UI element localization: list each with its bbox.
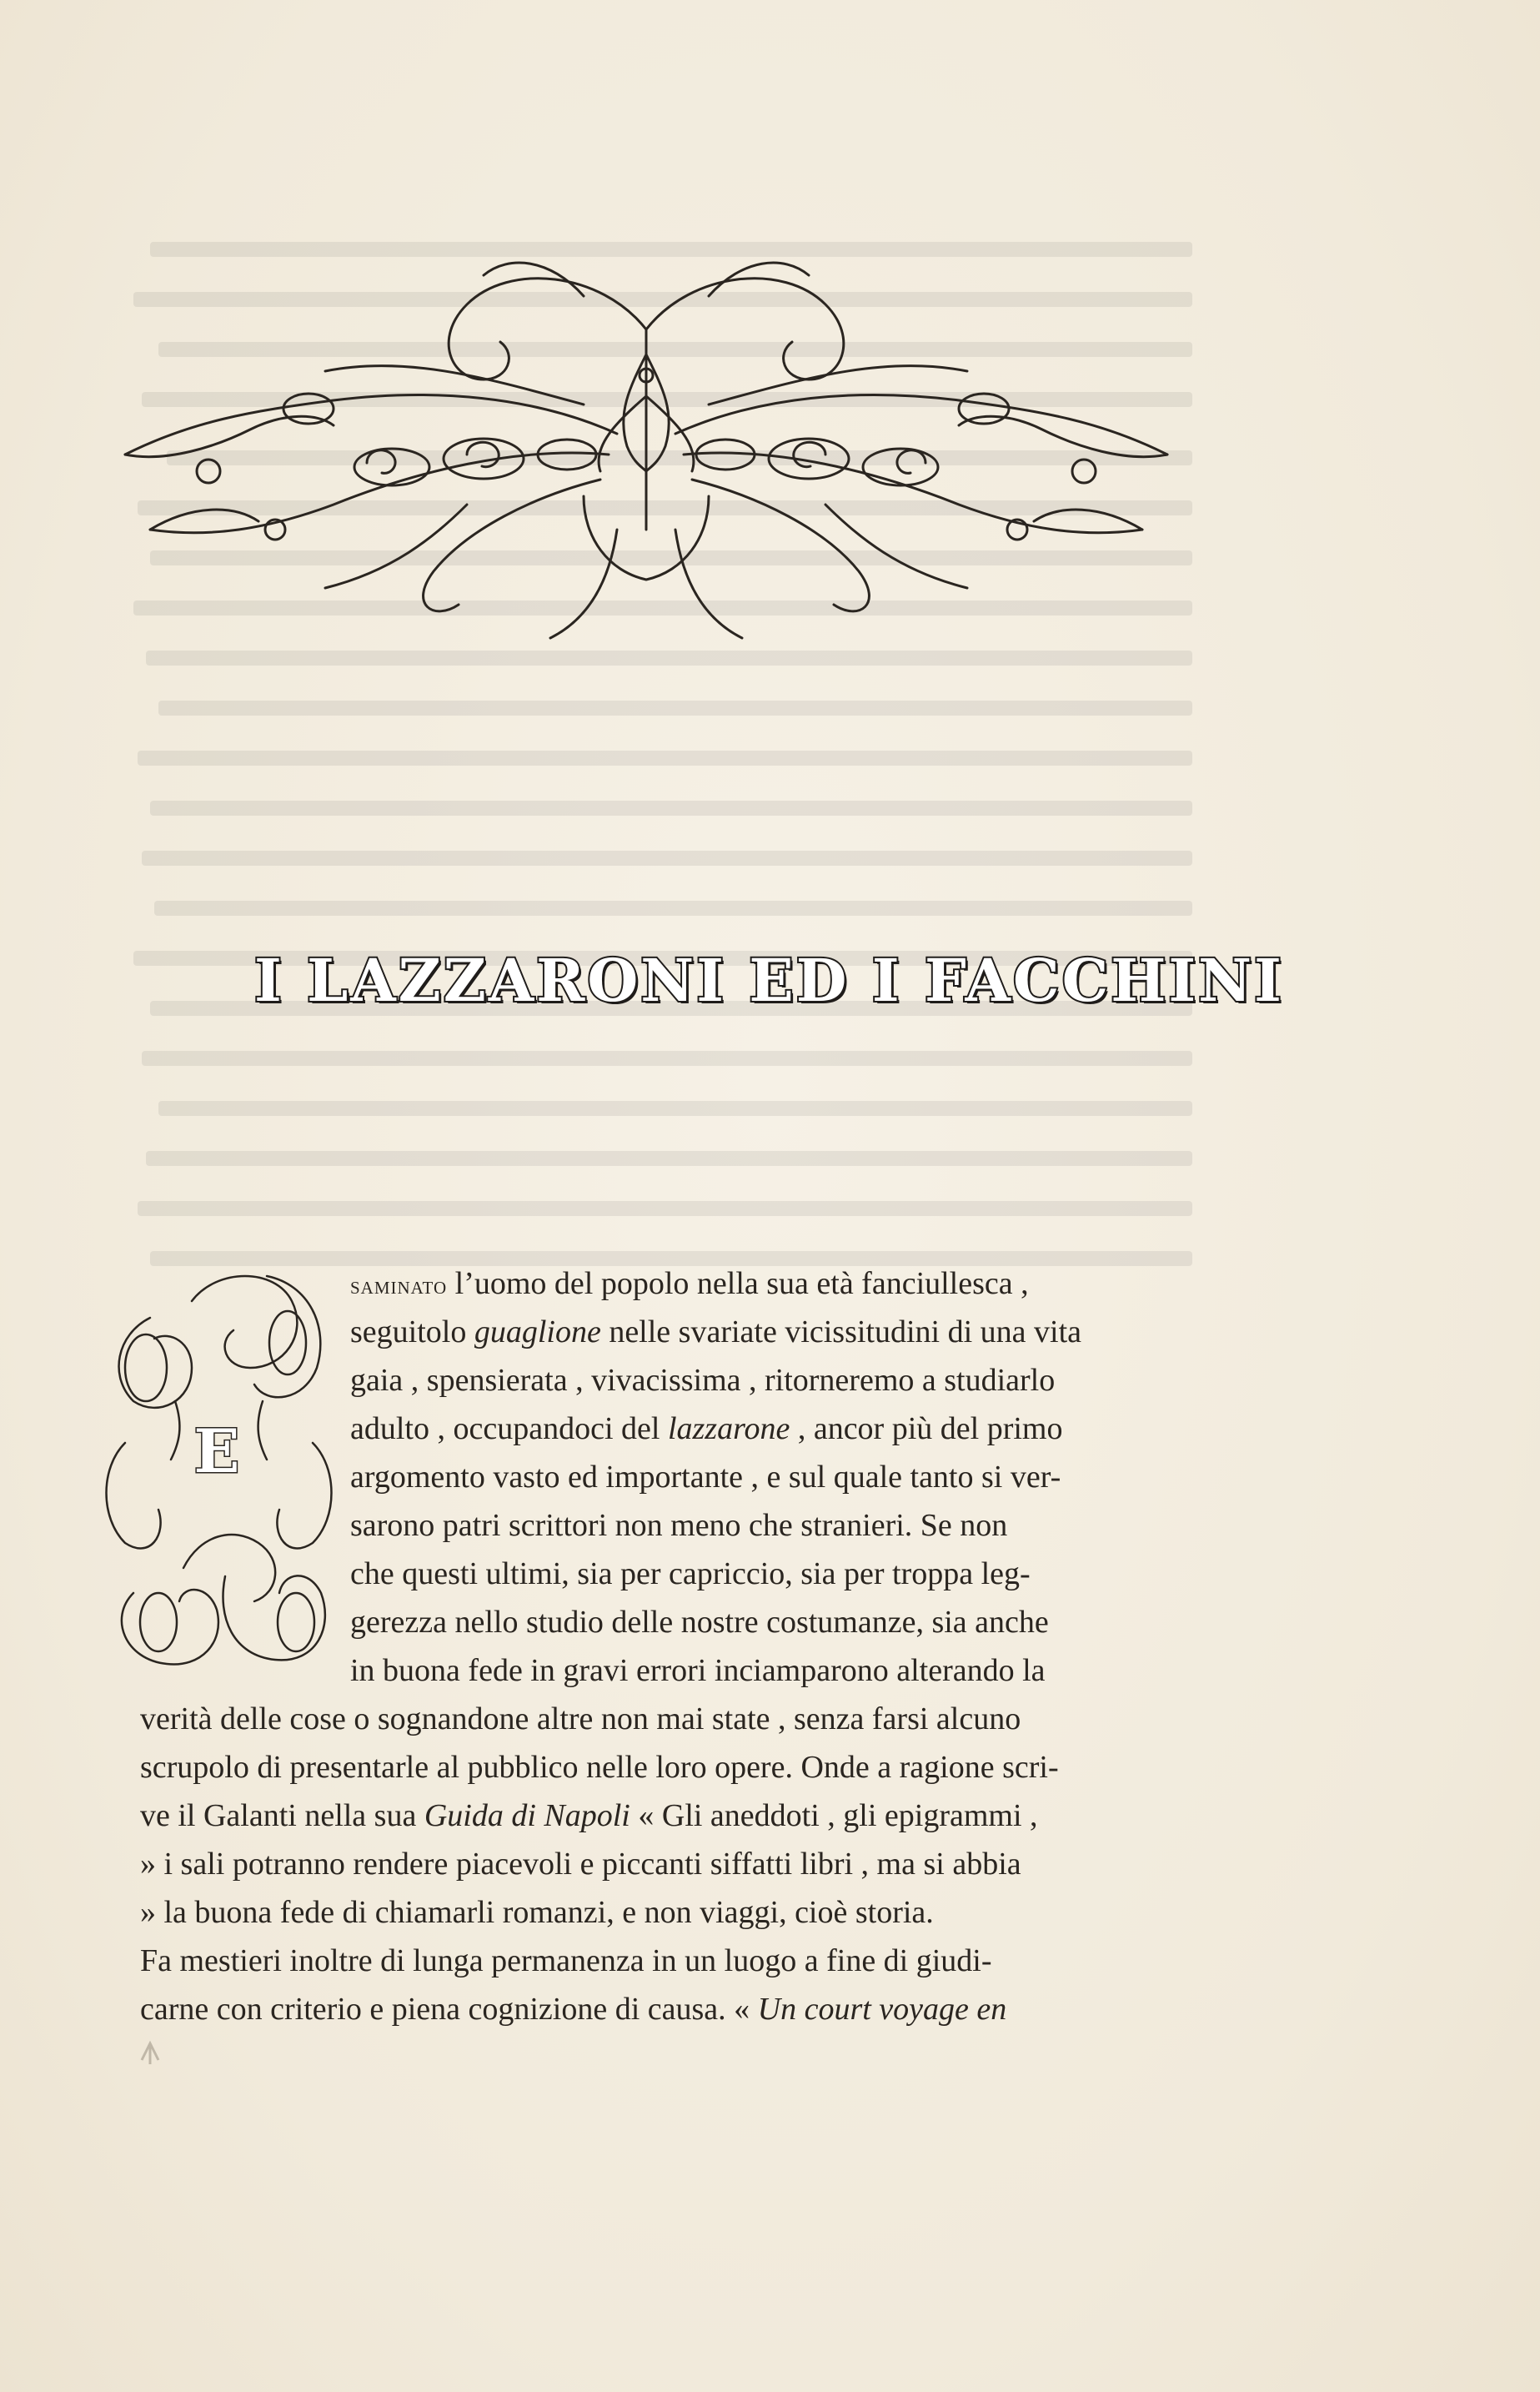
text-run: lazzarone (667, 1411, 790, 1446)
text-run: guaglione (474, 1314, 601, 1349)
body-line (350, 1453, 1184, 1501)
text-run: argomento vasto ed importante , e sul quale tanto si ver- (350, 1460, 1061, 1495)
text-run: che questi ultimi, sia per capriccio, sia per troppa leg- (350, 1556, 1031, 1591)
text-run: Fa mestieri inoltre di lunga permanenza in un luogo a fine di giudi- (140, 1943, 992, 1978)
text-run: ve il Galanti nella sua (140, 1798, 424, 1833)
chapter-title: I LAZZARONI ED I FACCHINI (254, 946, 1284, 1015)
text-run: in buona fede in gravi errori inciamparono alterando la (350, 1653, 1046, 1688)
body-line (140, 1695, 1184, 1743)
text-run: Un court voyage en (757, 1992, 1007, 2027)
initial-letter: E (193, 1415, 240, 1486)
body-line (140, 1985, 1184, 2033)
text-run: carne con criterio e piena cognizione di causa. « (140, 1992, 758, 2027)
text-run: » la buona fede di chiamarli romanzi, e non viaggi, cioè storia. (140, 1895, 934, 1930)
text-run: sarono patri scrittori non meno che stranieri. Se non (350, 1508, 1008, 1543)
body-line (140, 1888, 1184, 1937)
body-line (350, 1259, 1184, 1310)
ornamental-scroll-headpiece-icon (117, 254, 1176, 646)
text-run: nelle svariate vicissitudini di una vita (600, 1314, 1082, 1349)
text-run: , ancor più del primo (790, 1411, 1063, 1446)
body-line (350, 1598, 1184, 1646)
body-line (140, 1791, 1184, 1840)
body-line (350, 1405, 1184, 1453)
text-run: adulto , occupandoci del (350, 1411, 668, 1446)
text-run: « Gli aneddoti , gli epigrammi , (630, 1798, 1038, 1833)
body-line (140, 1840, 1184, 1888)
text-run: seguitolo (350, 1314, 474, 1349)
body-line (140, 1937, 1184, 1985)
text-run: gerezza nello studio delle nostre costumanze, sia anche (350, 1605, 1049, 1640)
body-line (140, 1743, 1184, 1791)
text-run: Guida di Napoli (424, 1798, 630, 1833)
body-line (350, 1501, 1184, 1550)
text-run: scrupolo di presentarle al pubblico nelle loro opere. Onde a ragione scri- (140, 1750, 1059, 1785)
body-line (350, 1550, 1184, 1598)
text-run: gaia , spensierata , vivacissima , ritorneremo a studiarlo (350, 1363, 1056, 1398)
text-run: saminato (350, 1272, 448, 1299)
body-line (350, 1308, 1184, 1356)
ink-mark-icon (133, 2035, 167, 2068)
text-run: verità delle cose o sognandone altre non mai state , senza farsi alcuno (140, 1701, 1021, 1736)
text-run: » i sali potranno rendere piacevoli e piccanti siffatti libri , ma si abbia (140, 1847, 1021, 1882)
body-line (350, 1646, 1184, 1695)
body-line (350, 1356, 1184, 1405)
text-run: l’uomo del popolo nella sua età fanciullesca , (447, 1266, 1029, 1301)
